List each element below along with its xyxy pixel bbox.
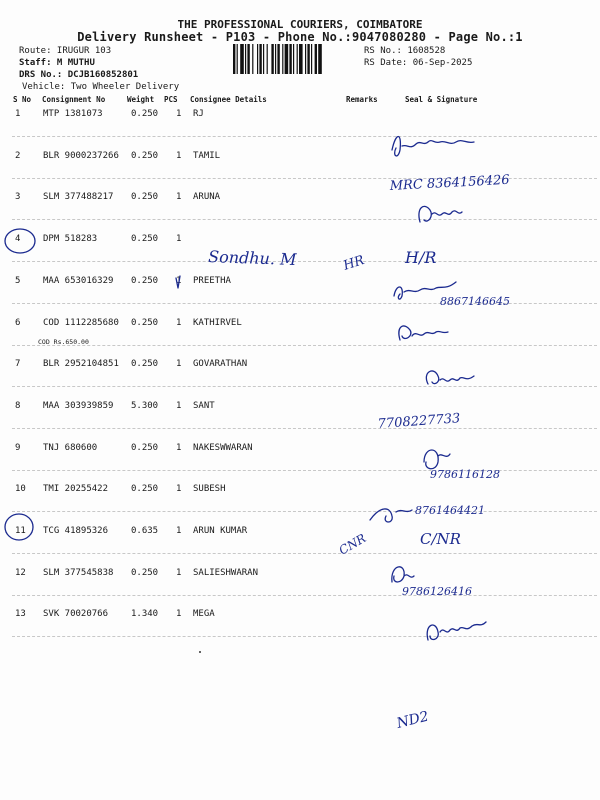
row-weight: 0.250 xyxy=(131,318,159,328)
signature-row-13 xyxy=(427,622,486,640)
row-consignment-no: TCG 41895326 xyxy=(43,526,109,536)
row-sno: 13 xyxy=(15,609,26,619)
handwritten-phone-row-5: 8867146645 xyxy=(440,295,510,308)
row-consignment-no: BLR 2952104851 xyxy=(43,359,119,369)
row-sno: 11 xyxy=(15,526,26,536)
row-divider xyxy=(12,553,597,554)
row-consignment-no: DPM 518283 xyxy=(43,234,98,244)
row-consignee: KATHIRVEL xyxy=(193,318,242,328)
col-consignment: Consignment No xyxy=(42,95,106,104)
col-pcs: PCS xyxy=(164,95,178,104)
signature-row-12 xyxy=(392,567,414,582)
row-pcs: 1 xyxy=(176,359,182,369)
row-pcs: 1 xyxy=(176,568,182,578)
row-consignment-no: TNJ 680600 xyxy=(43,443,98,453)
row-weight: 0.250 xyxy=(131,568,159,578)
row-consignee: NAKESWWARAN xyxy=(193,443,253,453)
company-name: THE PROFESSIONAL COURIERS, COIMBATORE xyxy=(177,18,423,31)
row-weight: 0.250 xyxy=(131,443,159,453)
row-divider xyxy=(12,511,597,512)
row-pcs: 1 xyxy=(176,276,182,286)
row-pcs: 1 xyxy=(176,109,182,119)
row-pcs: 1 xyxy=(176,318,182,328)
stray-dot xyxy=(199,651,201,653)
row-weight: 0.250 xyxy=(131,484,159,494)
barcode xyxy=(233,44,360,74)
runsheet-title: Delivery Runsheet - P103 - Phone No.:9047080280 - Page No.:1 xyxy=(77,30,523,44)
row-consignment-no: MTP 1381073 xyxy=(43,109,103,119)
signature-row-7 xyxy=(426,371,474,384)
row-sno: 3 xyxy=(15,192,21,202)
row-consignee: SALIESHWARAN xyxy=(193,568,259,578)
row-sno: 4 xyxy=(15,234,21,244)
row-pcs: 1 xyxy=(176,484,182,494)
row-pcs: 1 xyxy=(176,443,182,453)
row-consignee: ARUN KUMAR xyxy=(193,526,248,536)
row-consignee: ARUNA xyxy=(193,192,221,202)
signature-row-1 xyxy=(392,137,474,156)
row-sno: 12 xyxy=(15,568,26,578)
signature-row-5 xyxy=(394,282,456,299)
row-sno: 9 xyxy=(15,443,21,453)
row-divider xyxy=(12,636,597,637)
row-sno: 5 xyxy=(15,276,21,286)
row-consignee: SUBESH xyxy=(193,484,226,494)
row-consignment-no: TMI 20255422 xyxy=(43,484,109,494)
handwritten-phone-row-12: 9786126416 xyxy=(402,585,472,598)
col-sno: S No xyxy=(13,95,32,104)
rs-number: RS No.: 1608528 xyxy=(364,46,446,56)
row-consignee: GOVARATHAN xyxy=(193,359,248,369)
row-sno: 6 xyxy=(15,318,21,328)
row-weight: 1.340 xyxy=(131,609,159,619)
handwritten-phone-row-9: 9786116128 xyxy=(430,468,500,481)
row-weight: 0.635 xyxy=(131,526,159,536)
row-weight: 0.250 xyxy=(131,234,159,244)
handwritten-sig-row-11: C/NR xyxy=(420,530,461,548)
row-sno: 1 xyxy=(15,109,21,119)
row-consignee: PREETHA xyxy=(193,276,231,286)
handwritten-bottom-note: ND2 xyxy=(395,708,431,732)
row-pcs: 1 xyxy=(176,234,182,244)
col-remarks: Remarks xyxy=(346,95,378,104)
row-sno: 7 xyxy=(15,359,21,369)
row-divider xyxy=(12,178,597,179)
row-consignment-no: BLR 9000237266 xyxy=(43,151,119,161)
col-seal-signature: Seal & Signature xyxy=(405,95,478,104)
handwritten-phone-row-2: MRC 8364156426 xyxy=(389,172,510,194)
row-divider xyxy=(12,136,597,137)
staff-label: Staff: M MUTHU xyxy=(19,58,95,68)
route-label: Route: IRUGUR 103 xyxy=(19,46,112,56)
row-divider xyxy=(12,345,597,346)
row-sno: 10 xyxy=(15,484,26,494)
row-pcs: 1 xyxy=(176,401,182,411)
row-consignment-no: MAA 303939859 xyxy=(43,401,114,411)
col-consignee: Consignee Details xyxy=(190,95,267,104)
row-consignee: SANT xyxy=(193,401,215,411)
signature-row-6 xyxy=(399,326,448,340)
row-divider xyxy=(12,303,597,304)
handwritten-name-row-4: Sondhu. M xyxy=(207,247,297,270)
row-pcs: 1 xyxy=(176,526,182,536)
handwritten-remark-row-4: HR xyxy=(341,253,367,274)
row-consignment-no: SVK 70020766 xyxy=(43,609,109,619)
row-sno: 2 xyxy=(15,151,21,161)
row-consignment-no: COD 1112285680 xyxy=(43,318,119,328)
row-divider xyxy=(12,386,597,387)
row-weight: 0.250 xyxy=(131,276,159,286)
cod-amount: COD Rs.650.00 xyxy=(38,338,89,346)
row-divider xyxy=(12,595,597,596)
row-consignee: MEGA xyxy=(193,609,215,619)
row-weight: 0.250 xyxy=(131,359,159,369)
handwritten-phone-row-8: 7708227733 xyxy=(377,411,461,432)
row-divider xyxy=(12,428,597,429)
row-consignment-no: SLM 377488217 xyxy=(43,192,114,202)
row-divider xyxy=(12,261,597,262)
row-weight: 0.250 xyxy=(131,151,159,161)
col-weight: Weight xyxy=(127,95,155,104)
handwritten-remark-row-11: CNR xyxy=(336,531,369,558)
row-pcs: 1 xyxy=(176,192,182,202)
row-divider xyxy=(12,219,597,220)
row-sno: 8 xyxy=(15,401,21,411)
row-weight: 5.300 xyxy=(131,401,159,411)
handwritten-phone-row-10: 8761464421 xyxy=(415,504,485,517)
row-consignment-no: SLM 377545838 xyxy=(43,568,114,578)
row-consignment-no: MAA 653016329 xyxy=(43,276,114,286)
vehicle-label: Vehicle: Two Wheeler Delivery xyxy=(22,82,180,92)
row-divider xyxy=(12,470,597,471)
row-pcs: 1 xyxy=(176,609,182,619)
row-consignee: RJ xyxy=(193,109,204,119)
handwritten-sig-row-4: H/R xyxy=(405,248,437,267)
row-pcs: 1 xyxy=(176,151,182,161)
row-weight: 0.250 xyxy=(131,109,159,119)
drs-number: DRS No.: DCJB160852801 xyxy=(19,70,139,80)
signature-row-9 xyxy=(424,450,450,469)
rs-date: RS Date: 06-Sep-2025 xyxy=(364,58,473,68)
row-weight: 0.250 xyxy=(131,192,159,202)
row-consignee: TAMIL xyxy=(193,151,221,161)
